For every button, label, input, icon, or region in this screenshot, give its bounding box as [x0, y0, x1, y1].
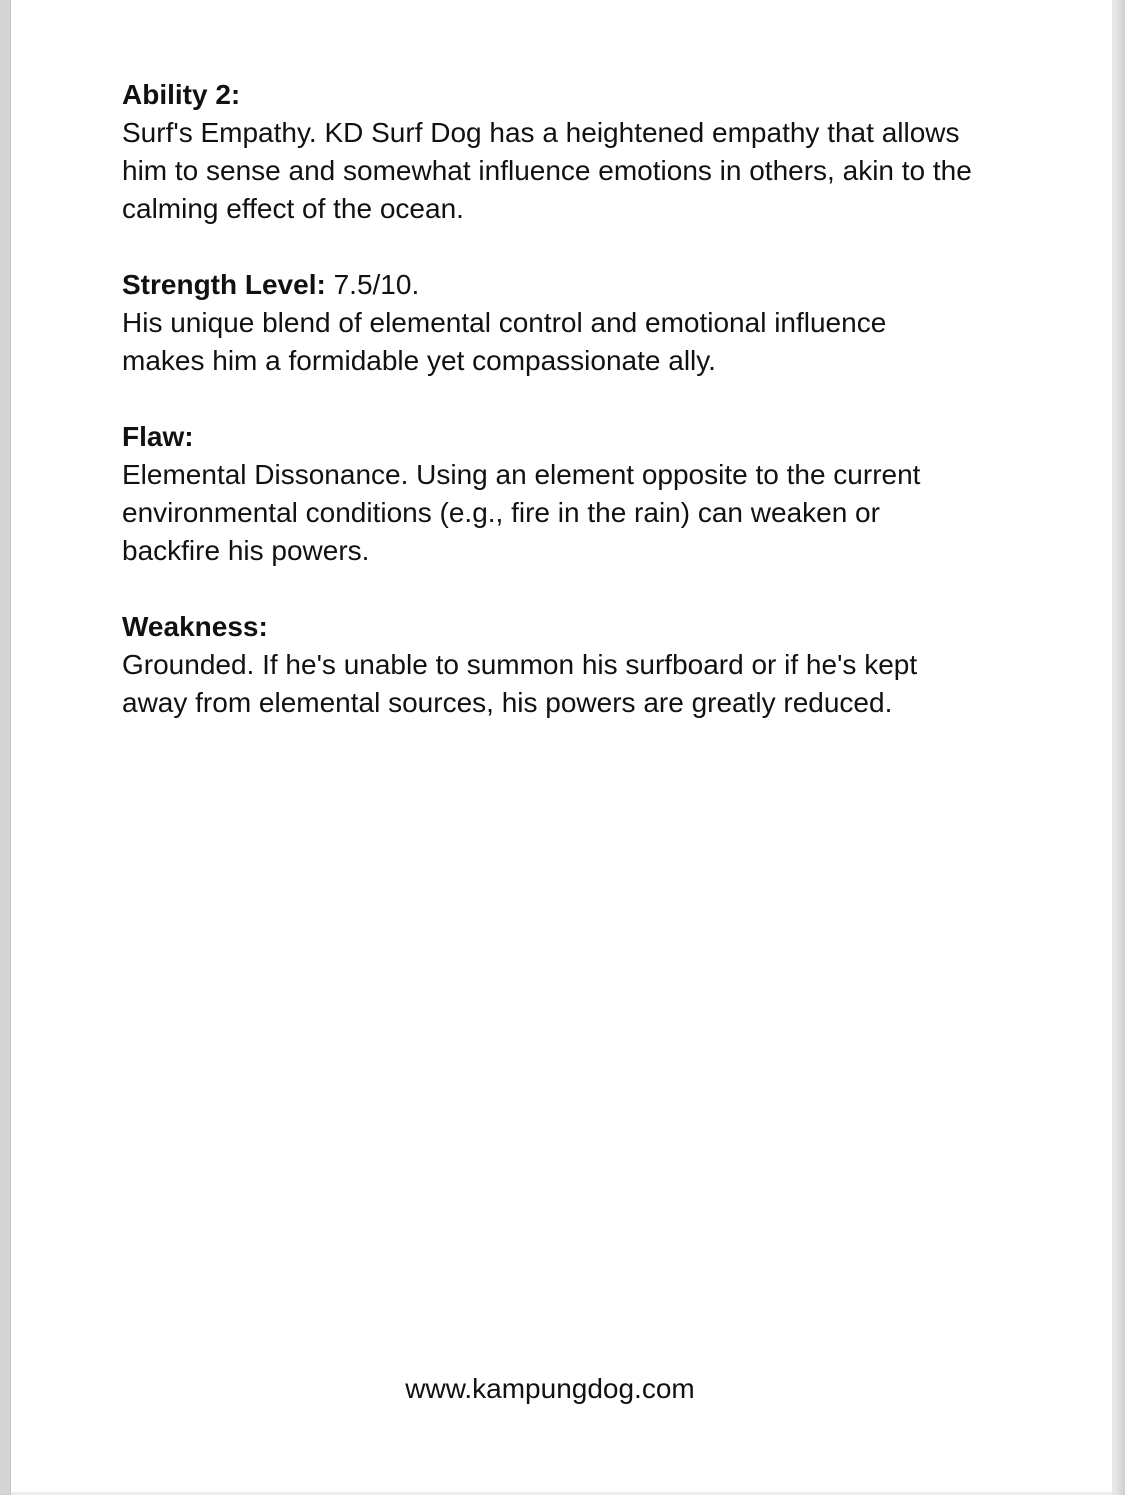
- ability-2-line-1: Surf's Empathy. KD Surf Dog has a heightened empathy that allows: [122, 117, 960, 148]
- weakness-line-2: away from elemental sources, his powers are greatly reduced.: [122, 687, 893, 718]
- footer-url: www.kampungdog.com: [405, 1373, 695, 1404]
- viewer-right-margin: [1112, 0, 1125, 1495]
- flaw-line-2: environmental conditions (e.g., fire in the rain) can weaken or: [122, 497, 880, 528]
- flaw-heading: Flaw:: [122, 421, 194, 452]
- strength-level-line-1: His unique blend of elemental control and emotional influence: [122, 307, 887, 338]
- strength-level-heading: Strength Level:: [122, 269, 326, 300]
- weakness-heading: Weakness:: [122, 611, 268, 642]
- ability-2-line-3: calming effect of the ocean.: [122, 193, 464, 224]
- flaw-line-1: Elemental Dissonance. Using an element opposite to the current: [122, 459, 921, 490]
- strength-level-value: 7.5/10.: [325, 269, 420, 300]
- ability-2-line-2: him to sense and somewhat influence emotions in others, akin to the: [122, 155, 972, 186]
- section-flaw: [122, 418, 1002, 570]
- section-strength-level: [122, 266, 1002, 380]
- strength-level-line-2: makes him a formidable yet compassionate ally.: [122, 345, 716, 376]
- section-ability-2: [122, 76, 1002, 228]
- flaw-line-3: backfire his powers.: [122, 535, 370, 566]
- section-weakness: [122, 608, 1002, 722]
- page-content: [122, 76, 1002, 722]
- ability-2-heading: Ability 2:: [122, 79, 241, 110]
- document-page: [11, 0, 1112, 1492]
- viewer-left-margin: [0, 0, 11, 1495]
- weakness-line-1: Grounded. If he's unable to summon his surfboard or if he's kept: [122, 649, 918, 680]
- strength-level-heading-row: [122, 266, 1002, 304]
